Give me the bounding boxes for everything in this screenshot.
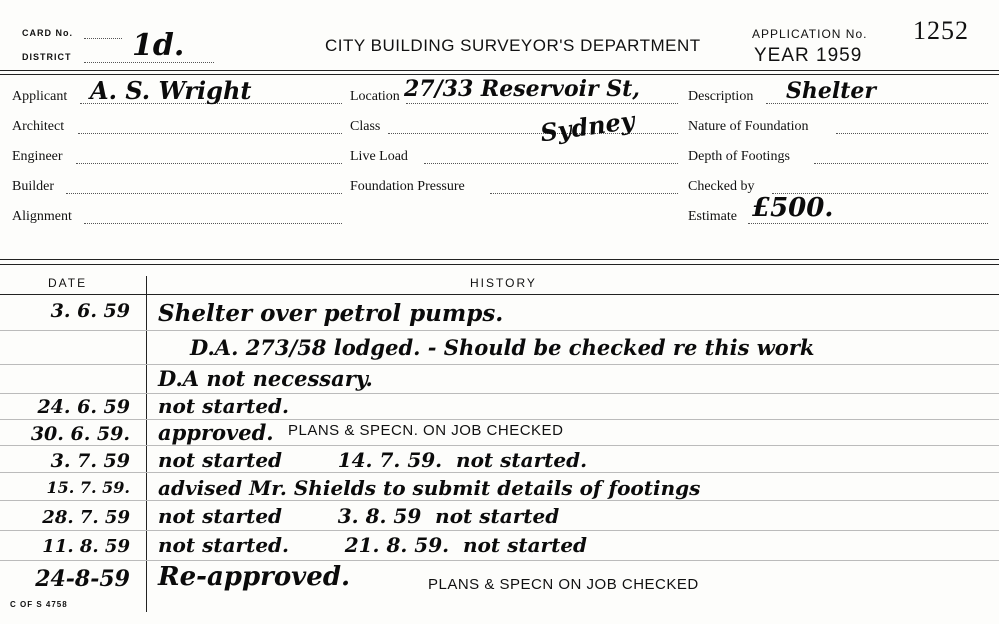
date-column-header: DATE — [48, 276, 88, 290]
header-rule-1 — [0, 70, 999, 71]
location-label: Location — [350, 89, 400, 104]
history-date: 3. 6. 59 — [50, 300, 130, 322]
estimate-value: £500. — [752, 193, 834, 223]
alignment-line — [84, 223, 342, 224]
history-entry: not started 14. 7. 59. not started. — [158, 448, 588, 472]
history-entry: not started. 21. 8. 59. not started — [158, 533, 588, 557]
application-label: APPLICATION No. — [752, 27, 868, 41]
district-label: DISTRICT — [22, 52, 72, 62]
row-line — [0, 530, 999, 531]
foundation-pressure-label: Foundation Pressure — [350, 179, 465, 194]
history-date: 24. 6. 59 — [37, 396, 130, 418]
depth-of-footings-label: Depth of Footings — [688, 149, 790, 164]
architect-line — [78, 133, 342, 134]
depth-line — [814, 163, 988, 164]
row-line — [0, 500, 999, 501]
location-line — [406, 103, 678, 104]
row-line — [0, 330, 999, 331]
history-entry: advised Mr. Shields to submit details of footings — [158, 476, 701, 500]
form-code: C OF S 4758 — [10, 600, 68, 609]
history-entry: not started. — [158, 394, 289, 418]
history-column-header: HISTORY — [470, 276, 537, 290]
header-rule-2 — [0, 74, 999, 75]
architect-label: Architect — [12, 119, 65, 134]
history-entry: Shelter over petrol pumps. — [158, 300, 504, 327]
estimate-line — [748, 223, 988, 224]
row-line — [0, 419, 999, 420]
history-date: 24-8-59 — [35, 566, 130, 592]
row-line — [0, 560, 999, 561]
estimate-label: Estimate — [688, 209, 737, 224]
row-line — [0, 472, 999, 473]
live-load-label: Live Load — [350, 149, 408, 164]
location-city-value: Sydney — [538, 105, 637, 148]
card-no-label: CARD No. — [22, 28, 73, 38]
builder-label: Builder — [12, 179, 54, 194]
nature-of-foundation-label: Nature of Foundation — [688, 119, 809, 134]
alignment-label: Alignment — [12, 209, 72, 224]
row-line — [0, 393, 999, 394]
row-line — [0, 364, 999, 365]
engineer-label: Engineer — [12, 149, 63, 164]
nature-line — [836, 133, 988, 134]
description-label: Description — [688, 89, 754, 104]
history-date: 11. 8. 59 — [42, 536, 130, 557]
history-entry: D.A not necessary. — [158, 366, 373, 391]
history-date: 28. 7. 59 — [42, 507, 130, 528]
history-date: 15. 7. 59. — [46, 478, 130, 497]
class-label: Class — [350, 119, 381, 134]
application-number: 1252 — [913, 16, 969, 45]
fields-rule-1 — [0, 259, 999, 260]
card-no-line — [84, 38, 122, 39]
year-label: YEAR 1959 — [754, 45, 863, 66]
history-header-rule — [0, 294, 999, 295]
builder-line — [66, 193, 342, 194]
date-column-divider — [146, 276, 147, 612]
engineer-line — [76, 163, 342, 164]
applicant-label: Applicant — [12, 89, 68, 104]
foundation-pressure-line — [490, 193, 678, 194]
history-entry: Re-approved. — [158, 562, 351, 592]
live-load-line — [424, 163, 678, 164]
description-value: Shelter — [786, 78, 876, 104]
history-entry: D.A. 273/58 lodged. - Should be checked re this work — [190, 335, 815, 360]
fields-rule-2 — [0, 264, 999, 265]
district-value: 1d. — [132, 28, 185, 63]
department-title: CITY BUILDING SURVEYOR'S DEPARTMENT — [325, 36, 701, 55]
checked-stamp: PLANS & SPECN. ON JOB CHECKED — [288, 422, 564, 439]
checked-by-label: Checked by — [688, 179, 755, 194]
history-date: 3. 7. 59 — [50, 450, 130, 472]
row-line — [0, 445, 999, 446]
history-entry: not started 3. 8. 59 not started — [158, 504, 560, 528]
history-entry: approved. — [158, 420, 274, 445]
history-date: 30. 6. 59. — [30, 423, 130, 445]
checked-stamp: PLANS & SPECN ON JOB CHECKED — [428, 576, 699, 593]
applicant-value: A. S. Wright — [90, 76, 252, 105]
location-value: 27/33 Reservoir St, — [404, 76, 640, 102]
